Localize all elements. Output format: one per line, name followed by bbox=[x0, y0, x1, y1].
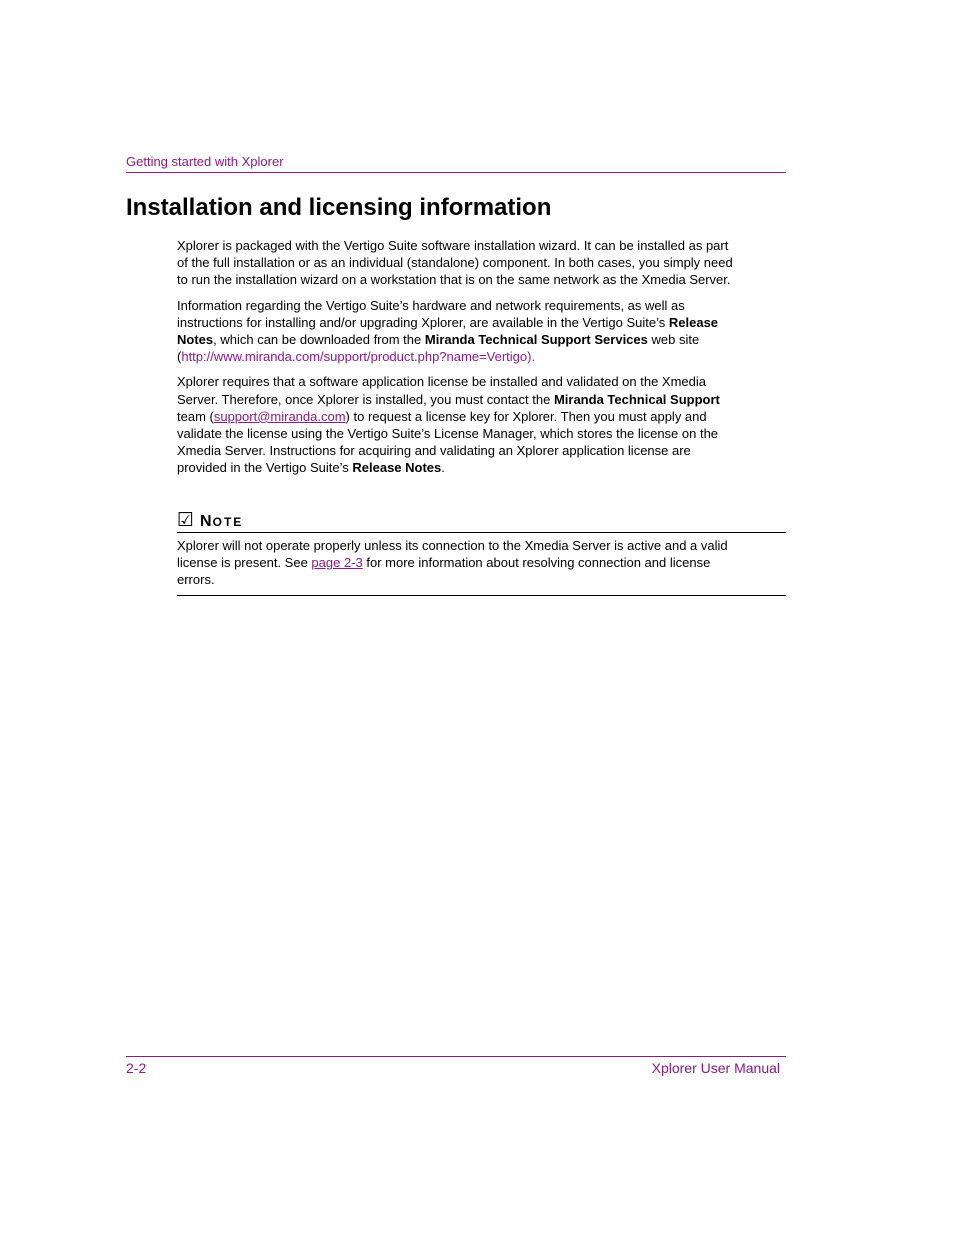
note-top-divider bbox=[177, 532, 786, 533]
header-divider bbox=[126, 172, 786, 173]
text-run: for more information about resolving connection and license errors. bbox=[177, 555, 711, 588]
paragraph-requirements bbox=[177, 297, 737, 366]
page-reference-link[interactable]: page 2-3 bbox=[311, 555, 363, 571]
text-run: Xplorer requires that a software application license be installed and validated on the Xmedia Server. Therefore, once Xplorer is installed, you must contact the bbox=[177, 374, 706, 407]
note-bottom-divider bbox=[177, 595, 786, 596]
bold-miranda-support: Miranda Technical Support bbox=[553, 391, 720, 407]
paragraph-intro: Xplorer is packaged with the Vertigo Suite software installation wizard. It can be installed as part of the full installation or as an individual (standalone) component. In both cases, you simply need to run the installation wizard on a workstation that is on the same network as the Xmedia Server. bbox=[177, 238, 733, 288]
support-url-link[interactable]: http://www.miranda.com/support/product.php?name=Vertigo). bbox=[181, 349, 536, 365]
page-number: 2-2 bbox=[126, 1060, 147, 1076]
text-run: Information regarding the Vertigo Suite’s hardware and network requirements, as well as instructions for installing and/or upgrading Xplorer, are available in the Vertigo Suite’s bbox=[177, 297, 685, 330]
note-text bbox=[177, 537, 747, 589]
bold-support-services: Miranda Technical Support Services bbox=[424, 332, 648, 348]
text-run: , which can be downloaded from the bbox=[213, 332, 425, 348]
paragraph-license bbox=[177, 373, 737, 476]
text-run: web site ( bbox=[177, 332, 700, 365]
manual-title: Xplorer User Manual bbox=[651, 1060, 780, 1076]
checkbox-checked-icon: ☑ bbox=[177, 509, 195, 531]
text-run: . bbox=[441, 460, 445, 476]
note-label-initial: N bbox=[200, 513, 213, 530]
text-run: ) to request a license key for Xplorer. Then you must apply and validate the license using the Vertigo Suite’s License Manager, which stores the license on the Xmedia Server. Instructions for acquiring and validating an Xplorer application license are provided in the Vertigo Suite’s bbox=[177, 408, 719, 476]
note-label bbox=[200, 513, 243, 531]
note-heading bbox=[177, 509, 243, 531]
bold-release-notes: Release Notes bbox=[177, 314, 719, 348]
text-run: team ( bbox=[177, 408, 214, 424]
page-title: Installation and licensing information bbox=[126, 194, 552, 221]
body-text bbox=[177, 237, 737, 485]
text-run: Xplorer will not operate properly unless its connection to the Xmedia Server is active and a valid license is present. See bbox=[177, 538, 728, 571]
running-header: Getting started with Xplorer bbox=[126, 154, 284, 169]
note-label-rest: OTE bbox=[212, 515, 244, 529]
support-email-link[interactable]: support@miranda.com bbox=[213, 408, 346, 424]
footer-divider bbox=[126, 1056, 786, 1057]
bold-release-notes: Release Notes bbox=[352, 460, 442, 476]
